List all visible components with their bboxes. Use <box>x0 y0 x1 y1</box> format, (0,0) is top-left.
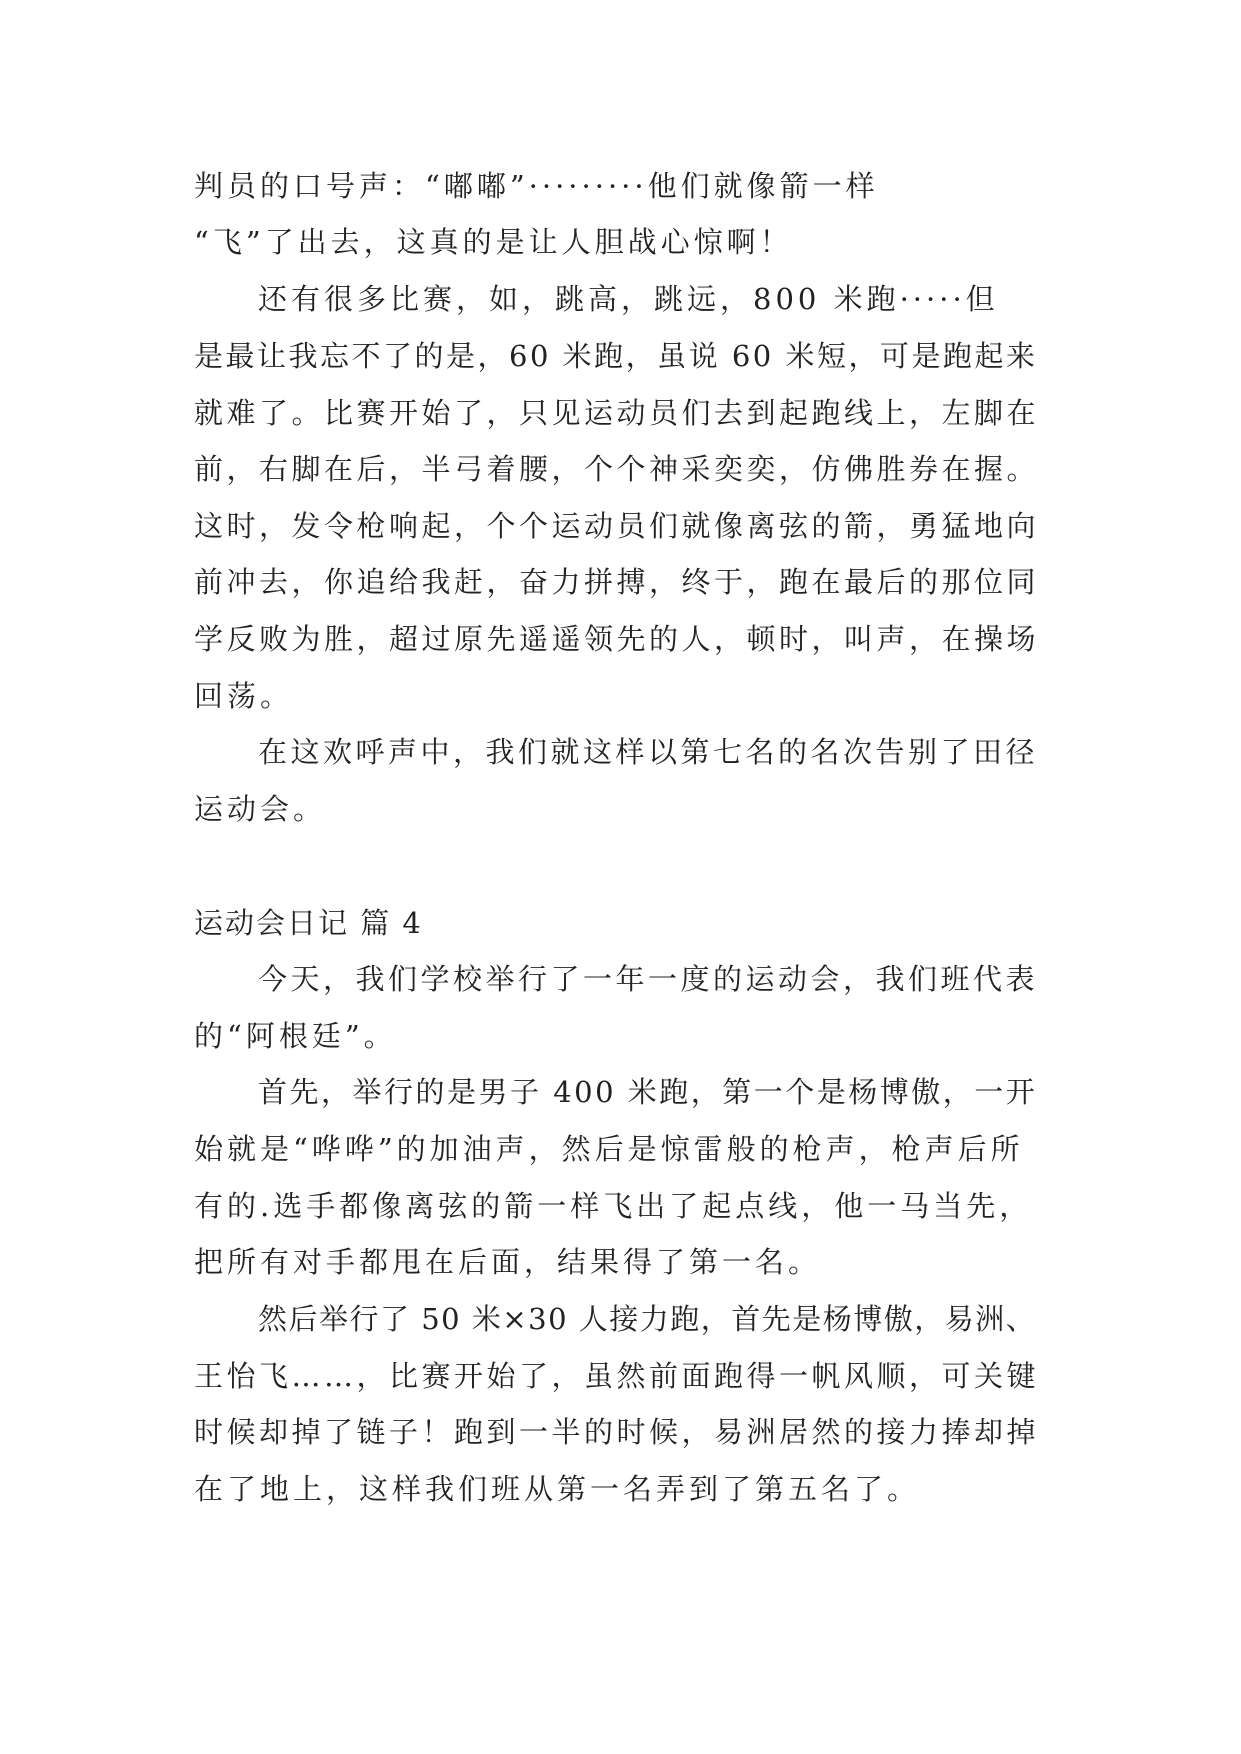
text-line: 学反败为胜，超过原先遥遥领先的人，顿时，叫声，在操场 <box>194 622 1040 656</box>
section-heading: 运动会日记 篇 4 <box>194 906 423 940</box>
text-line: 就难了。比赛开始了，只见运动员们去到起跑线上，左脚在 <box>194 396 1040 430</box>
text-line: 回荡。 <box>194 679 294 713</box>
text-line: 这时，发令枪响起，个个运动员们就像离弦的箭，勇猛地向 <box>194 509 1040 543</box>
text-line: 还有很多比赛，如，跳高，跳远，800 米跑·····但 <box>258 282 999 316</box>
text-line: 王怡飞……，比赛开始了，虽然前面跑得一帆风顺，可关键 <box>194 1359 1040 1393</box>
text-line: 然后举行了 50 米×30 人接力跑，首先是杨博傲，易洲、 <box>258 1302 1037 1336</box>
text-line: 前冲去，你追给我赶，奋力拼搏，终于，跑在最后的那位同 <box>194 565 1040 599</box>
text-line: 运动会。 <box>194 792 327 826</box>
text-line: 今天，我们学校举行了一年一度的运动会，我们班代表 <box>258 962 1039 996</box>
text-line: 判员的口号声：“嘟嘟”·········他们就像箭一样 <box>194 169 879 203</box>
text-line: 有的.选手都像离弦的箭一样飞出了起点线，他一马当先， <box>194 1189 1033 1223</box>
text-line: 在这欢呼声中，我们就这样以第七名的名次告别了田径 <box>258 735 1039 769</box>
text-line: 时候却掉了链子！跑到一半的时候，易洲居然的接力捧却掉 <box>194 1415 1040 1449</box>
text-line: 在了地上，这样我们班从第一名弄到了第五名了。 <box>194 1472 921 1506</box>
text-line: 把所有对手都甩在后面，结果得了第一名。 <box>194 1245 822 1279</box>
text-line: “飞”了出去，这真的是让人胆战心惊啊！ <box>194 225 793 259</box>
text-line: 前，右脚在后，半弓着腰，个个神采奕奕，仿佛胜券在握。 <box>194 452 1040 486</box>
text-line: 的“阿根廷”。 <box>194 1019 397 1053</box>
text-line: 是最让我忘不了的是，60 米跑，虽说 60 米短，可是跑起来 <box>194 339 1038 373</box>
text-line: 首先，举行的是男子 400 米跑，第一个是杨博傲，一开 <box>258 1075 1038 1109</box>
text-line: 始就是“哗哗”的加油声，然后是惊雷般的枪声，枪声后所 <box>194 1132 1024 1166</box>
